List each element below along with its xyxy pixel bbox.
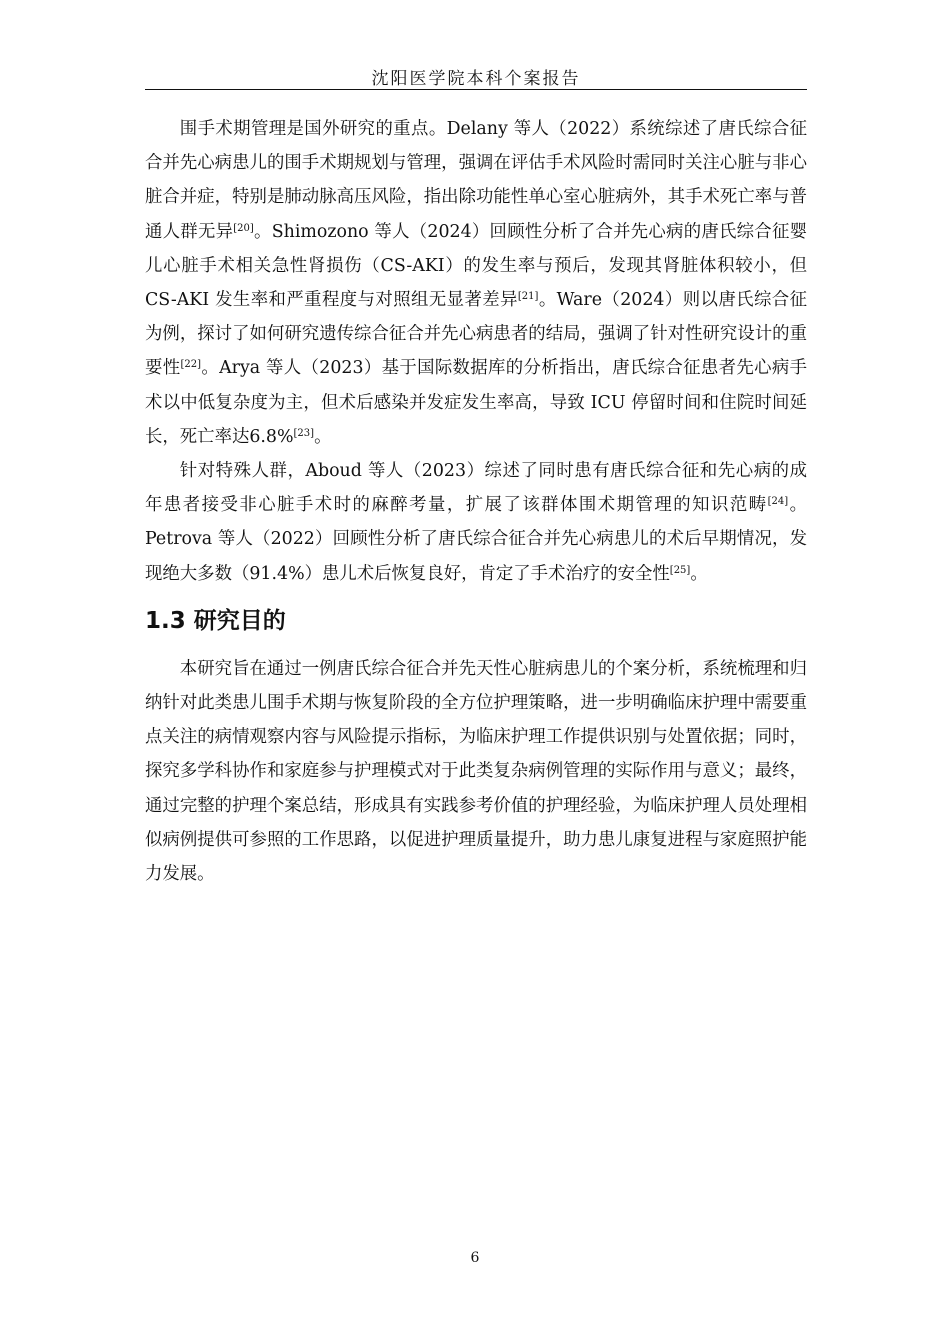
citation-marker: [21] bbox=[517, 291, 539, 303]
citation-marker: [23] bbox=[293, 427, 315, 439]
page-header: 沈阳医学院本科个案报告 bbox=[371, 69, 581, 89]
paragraph-text: 。Petrova 等人（2022）回顾性分析了唐氏综合征合并先心病患儿的术后早期情况，发现绝大多数（91.4%）患儿术后恢复良好，肯定了手术治疗的安全性 bbox=[145, 495, 807, 584]
citation-marker: [24] bbox=[767, 496, 789, 508]
paragraph-text: 。Arya 等人（2023）基于国际数据库的分析指出，唐氏综合征患者先心病手术以中低复杂度为主，但术后感染并发症发生率高，导致 ICU 停留时间和住院时间延长，死亡率达6.8% bbox=[145, 358, 807, 447]
paragraph-perioperative bbox=[145, 112, 807, 454]
citation-marker: [22] bbox=[180, 359, 202, 371]
header-divider bbox=[145, 89, 807, 90]
citation-marker: [20] bbox=[233, 222, 254, 234]
paragraph-text: 。Ware（2024）则以唐氏综合征为例，探讨了如何研究遗传综合征合并先心病患者的结局，强调了针对性研究设计的重要性 bbox=[145, 290, 807, 379]
paragraph-text: 。Shimozono 等人（2024）回顾性分析了合并先心病的唐氏综合征婴儿心脏手术相关急性肾损伤（CS-AKI）的发生率与预后，发现其肾脏体积较小，但 CS-AKI 发生率和严重程度与对照组无显著差异 bbox=[145, 221, 807, 311]
page-number: 6 bbox=[470, 1250, 480, 1266]
paragraph-research-purpose: 本研究旨在通过一例唐氏综合征合并先天性心脏病患儿的个案分析，系统梳理和归纳针对此类患儿围手术期与恢复阶段的全方位护理策略，进一步明确临床护理中需要重点关注的病情观察内容与风险提示指标，为临床护理工作提供识别与处置依据；同时，探究多学科协作和家庭参与护理模式对于此类复杂病例管理的实际作用与意义；最终，通过完整的护理个案总结，形成具有实践参考价值的护理经验，为临床护理人员处理相似病例提供可参照的工作思路，以促进护理质量提升，助力患儿康复进程与家庭照护能力发展。 bbox=[145, 658, 807, 885]
citation-marker: [25] bbox=[669, 564, 691, 576]
paragraph-text: 针对特殊人群，Aboud 等人（2023）综述了同时患有唐氏综合征和先心病的成年患者接受非心脏手术时的麻醉考量，扩展了该群体围术期管理的知识范畴 bbox=[145, 461, 807, 516]
paragraph-text: 围手术期管理是国外研究的重点。Delany 等人（2022）系统综述了唐氏综合征合并先心病患儿的围手术期规划与管理，强调在评估手术风险时需同时关注心脏与非心脏合并症，特别是肺动脉高压风险，指出除功能性单心室心脏病外，其手术死亡率与普通人群无异 bbox=[145, 119, 807, 242]
paragraph-text: 。 bbox=[314, 426, 332, 447]
paragraph-special-population bbox=[145, 454, 807, 591]
paragraph-text: 。 bbox=[690, 563, 708, 584]
section-heading: 1.3 研究目的 bbox=[145, 607, 286, 634]
page-body bbox=[145, 112, 807, 891]
